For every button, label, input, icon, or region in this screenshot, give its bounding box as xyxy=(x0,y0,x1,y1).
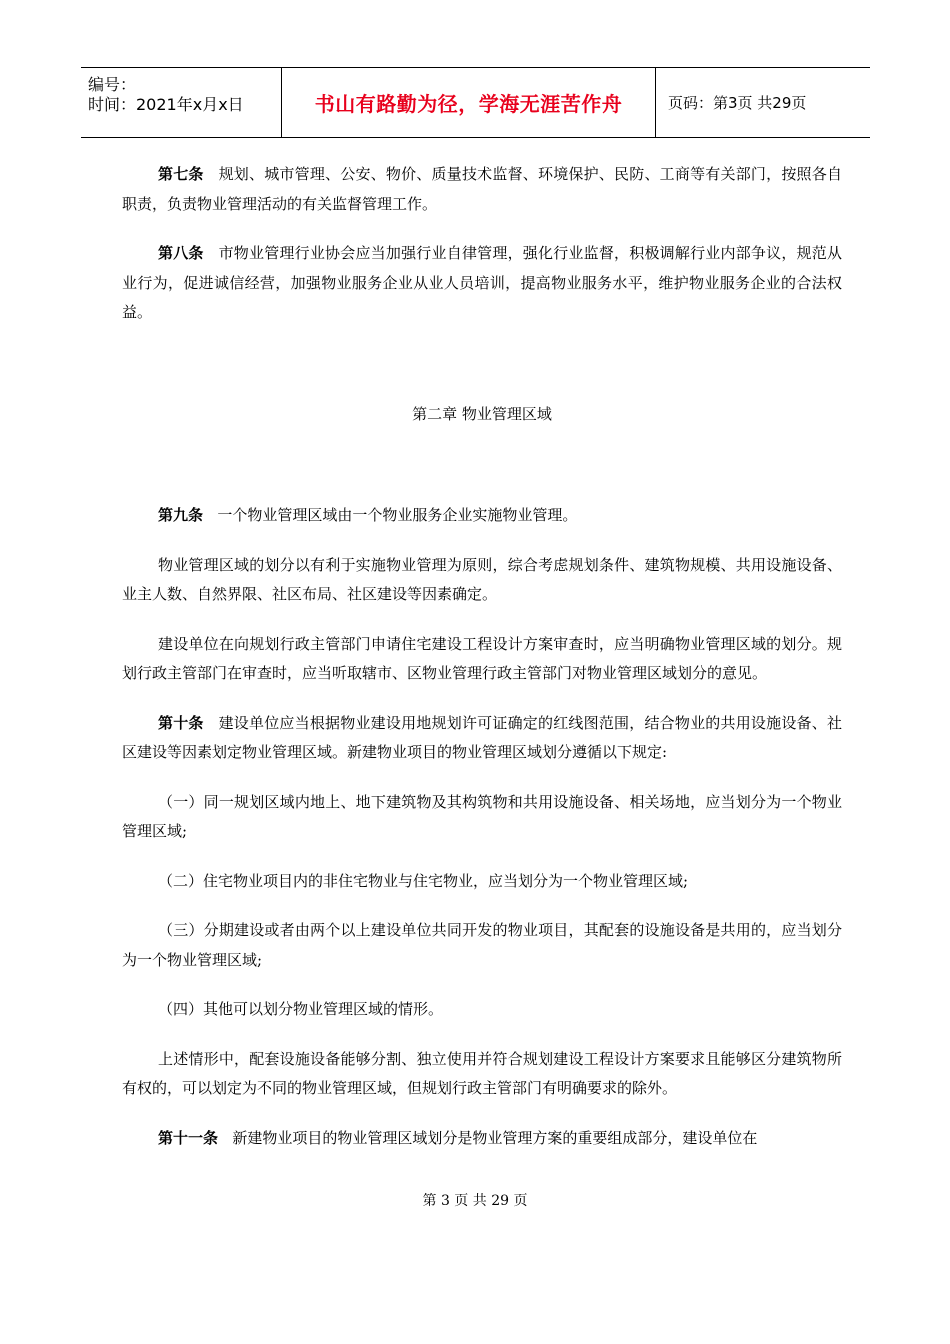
article-7-text: 规划、城市管理、公安、物价、质量技术监督、环境保护、民防、工商等有关部门，按照各自职责，负责物业管理活动的有关监督管理工作。 xyxy=(122,165,842,213)
article-7-heading: 第七条 xyxy=(158,165,204,183)
header-info-cell xyxy=(81,68,282,137)
article-11 xyxy=(122,1124,842,1154)
article-9-heading: 第九条 xyxy=(158,506,204,524)
article-10-item-4: （四）其他可以划分物业管理区域的情形。 xyxy=(158,1000,444,1018)
header-table xyxy=(81,67,870,138)
header-motto-cell xyxy=(282,68,656,137)
article-10-item-2: （二）住宅物业项目内的非住宅物业与住宅物业，应当划分为一个物业管理区域; xyxy=(158,871,689,890)
header-page-cell xyxy=(656,68,870,137)
article-9-paragraph-2: 物业管理区域的划分以有利于实施物业管理为原则，综合考虑规划条件、建筑物规模、共用设施设备、业主人数、自然界限、社区布局、社区建设等因素确定。 xyxy=(122,555,842,603)
article-10-item-1: （一）同一规划区域内地上、地下建筑物及其构筑物和共用设施设备、相关场地，应当划分为一个物业管理区域; xyxy=(122,792,842,840)
article-10-paragraph-2: 上述情形中，配套设施设备能够分割、独立使用并符合规划建设工程设计方案要求且能够区分建筑物所有权的，可以划定为不同的物业管理区域，但规划行政主管部门有明确要求的除外。 xyxy=(122,1049,842,1097)
document-number-label: 编号： xyxy=(88,75,137,94)
article-9-text: 一个物业管理区域由一个物业服务企业实施物业管理。 xyxy=(217,506,578,524)
chapter-2-title: 第二章 物业管理区域 xyxy=(412,404,552,423)
document-body xyxy=(122,160,842,1153)
article-10-heading: 第十条 xyxy=(158,713,204,732)
article-8-text: 市物业管理行业协会应当加强行业自律管理，强化行业监督，积极调解行业内部争议，规范从业行为，促进诚信经营，加强物业服务企业从业人员培训，提高物业服务水平，维护物业服务企业的合法权益。 xyxy=(122,244,842,321)
article-10 xyxy=(122,709,842,768)
article-10-item-3: （三）分期建设或者由两个以上建设单位共同开发的物业项目，其配套的设施设备是共用的，应当划分为一个物业管理区域; xyxy=(122,921,842,969)
document-time-label: 时间：2021年x月x日 xyxy=(88,95,244,114)
article-9-paragraph-3: 建设单位在向规划行政主管部门申请住宅建设工程设计方案审查时，应当明确物业管理区域的划分。规划行政主管部门在审查时，应当听取辖市、区物业管理行政主管部门对物业管理区域划分的意见。 xyxy=(122,634,842,682)
article-8 xyxy=(122,239,842,328)
article-8-heading: 第八条 xyxy=(158,244,204,262)
article-10-text: 建设单位应当根据物业建设用地规划许可证确定的红线图范围，结合物业的共用设施设备、社区建设等因素划定物业管理区域。新建物业项目的物业管理区域划分遵循以下规定: xyxy=(122,713,842,761)
header-page-label: 页码：第3页 共29页 xyxy=(668,94,807,112)
header-motto: 书山有路勤为径，学海无涯苦作舟 xyxy=(314,92,623,116)
article-11-text: 新建物业项目的物业管理区域划分是物业管理方案的重要组成部分，建设单位在 xyxy=(232,1128,758,1147)
article-11-heading: 第十一条 xyxy=(158,1128,219,1147)
article-7 xyxy=(122,160,842,219)
article-9 xyxy=(122,501,842,531)
page-footer: 第 3 页 共 29 页 xyxy=(422,1193,528,1209)
